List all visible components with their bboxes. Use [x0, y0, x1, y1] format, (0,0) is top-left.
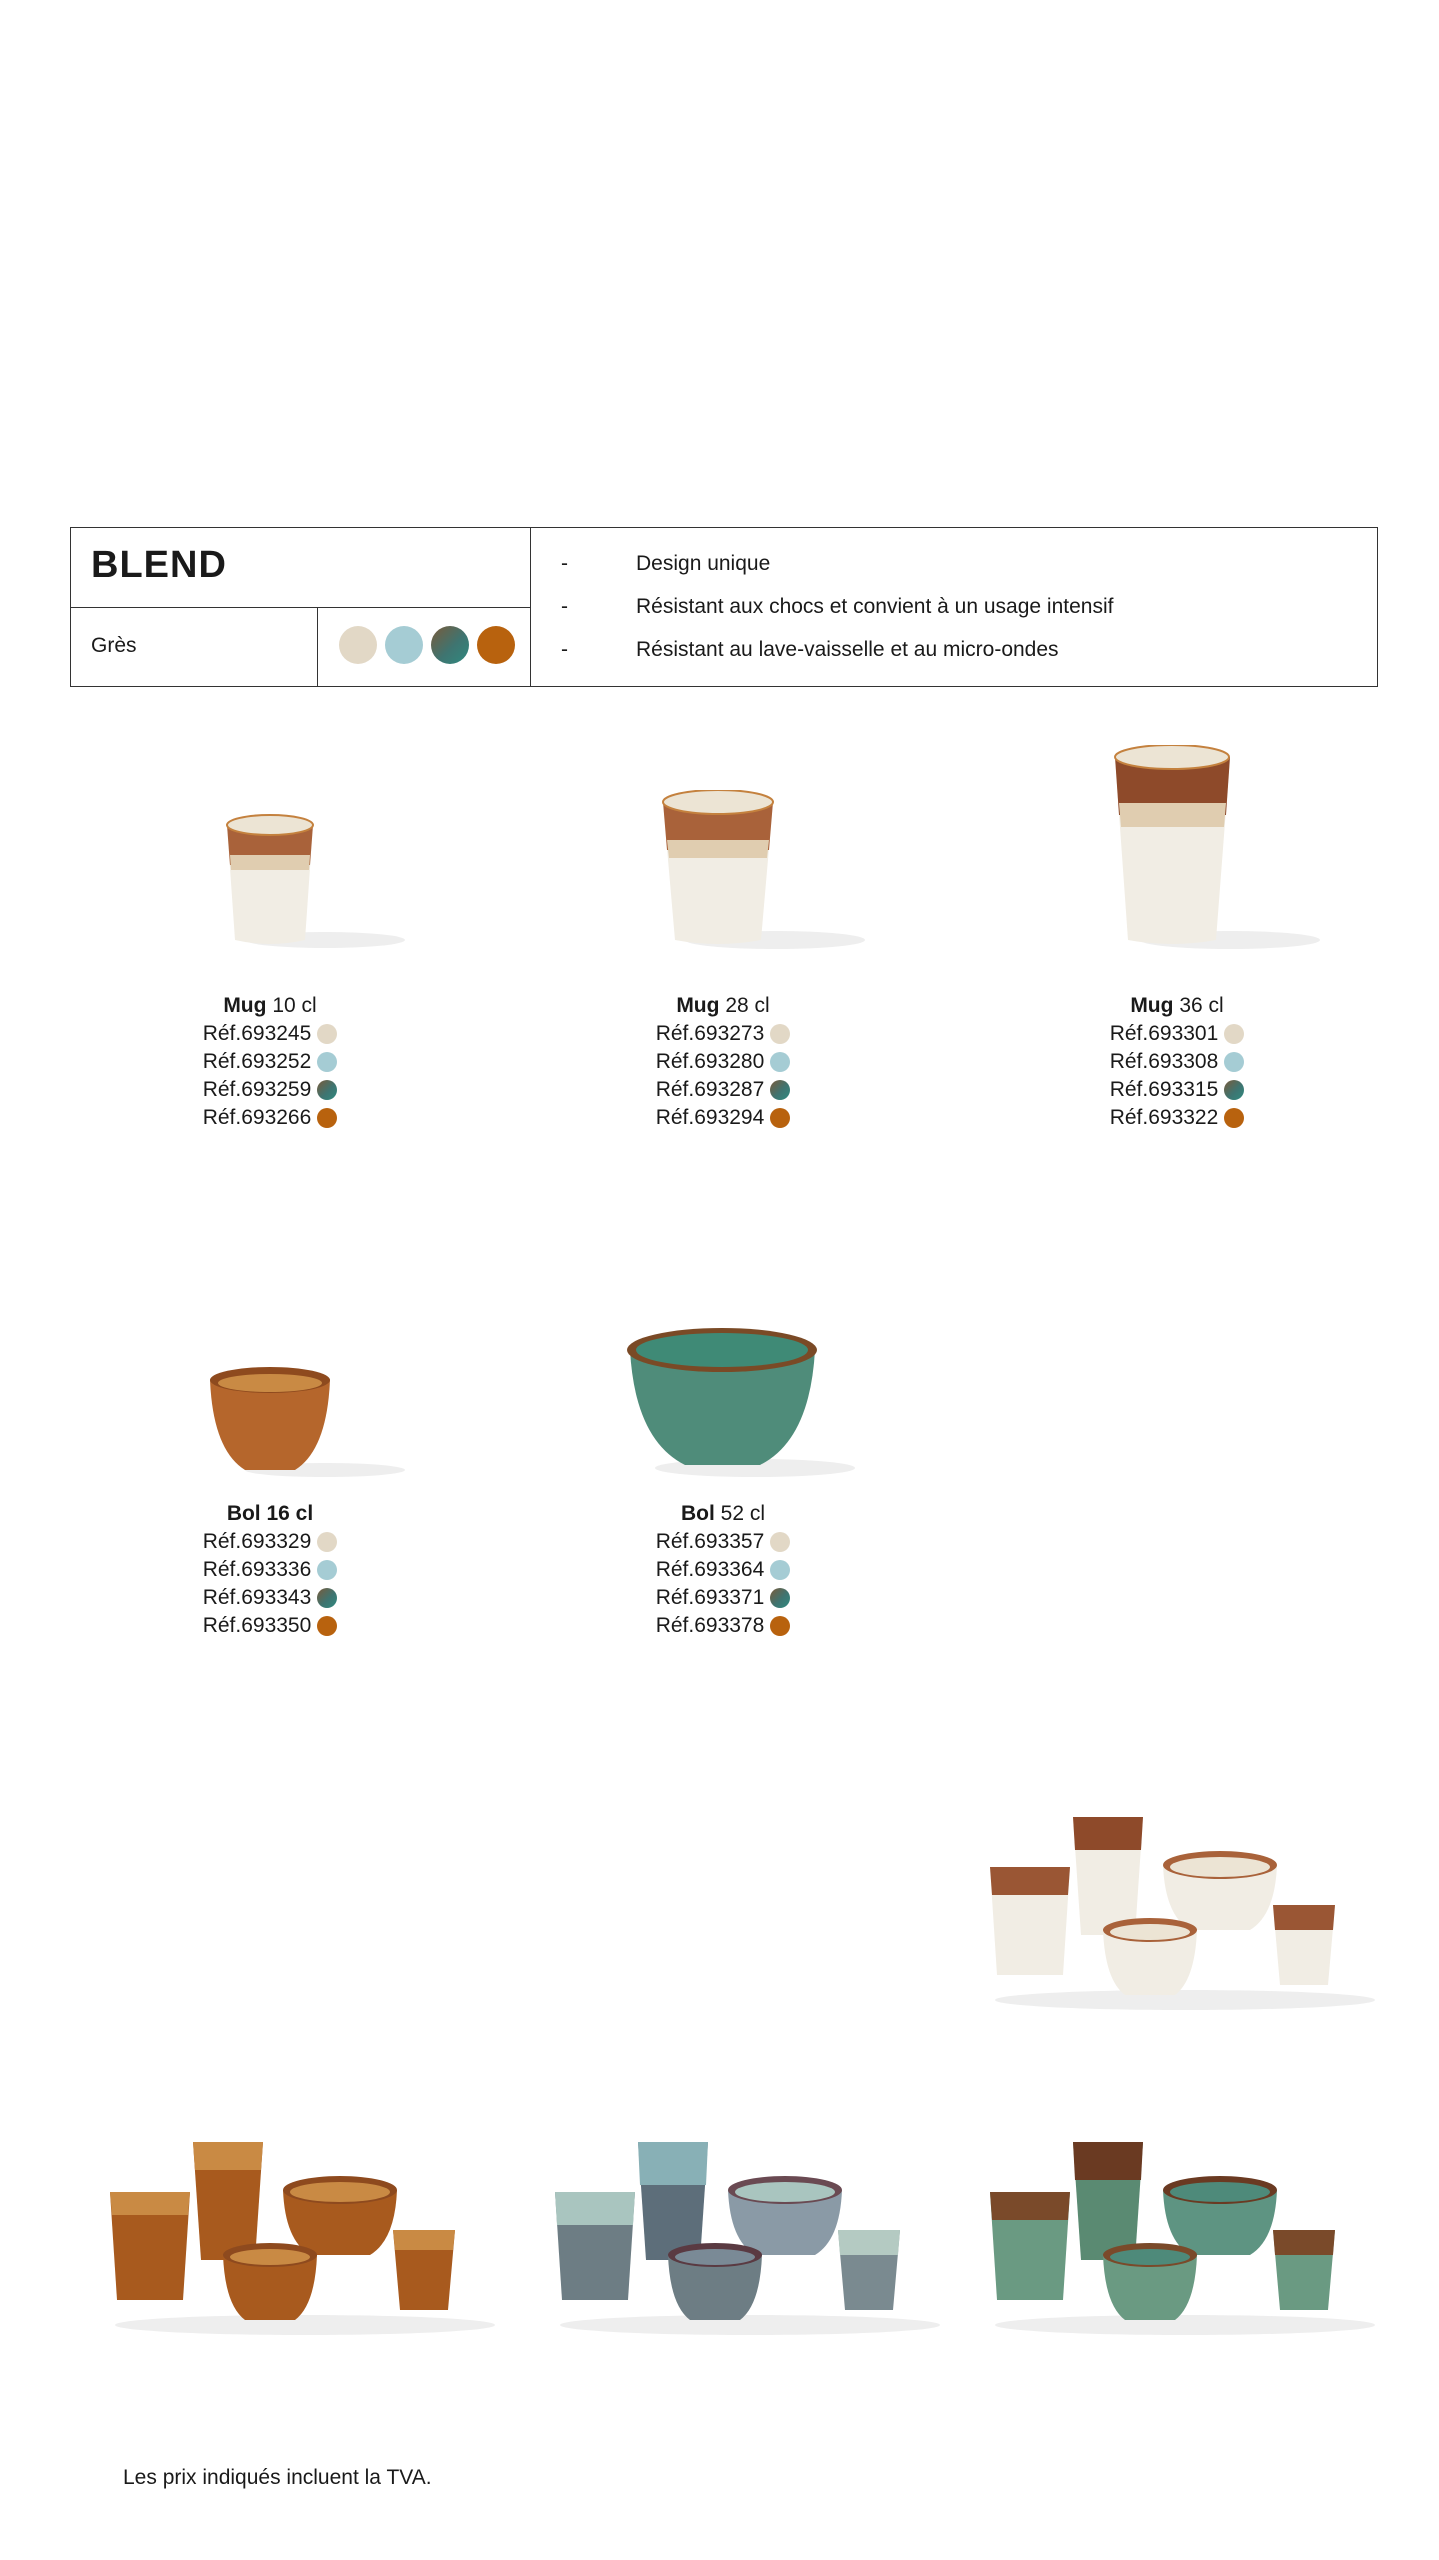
ref-row — [1057, 1020, 1297, 1048]
ref-row — [1057, 1076, 1297, 1104]
ref-row — [603, 1584, 843, 1612]
ref-number: Réf.693315 — [1109, 1078, 1219, 1101]
product-title — [603, 1500, 843, 1528]
vat-note: Les prix indiqués incluent la TVA. — [123, 2466, 432, 2489]
ref-number: Réf.693266 — [202, 1106, 312, 1129]
ref-number: Réf.693378 — [655, 1614, 765, 1637]
feature-text: Résistant au lave-vaisselle et au micro-ondes — [636, 638, 1059, 661]
ref-number: Réf.693280 — [655, 1050, 765, 1073]
mug-36cl-image — [1110, 745, 1350, 950]
product-title — [150, 992, 390, 1020]
spec-title-cell — [71, 528, 530, 608]
swatch-teal-brown — [431, 626, 469, 664]
ref-row — [150, 1584, 390, 1612]
ref-row — [603, 1020, 843, 1048]
ref-number: Réf.693336 — [202, 1558, 312, 1581]
color-dot-teal-brown — [770, 1588, 790, 1608]
product-title — [150, 1500, 390, 1528]
product-name: Mug — [676, 994, 720, 1017]
ref-row — [150, 1076, 390, 1104]
ref-row — [603, 1076, 843, 1104]
product-caption-mug-36cl — [1057, 992, 1297, 1132]
color-dot-cream — [317, 1532, 337, 1552]
color-dot-blue — [770, 1560, 790, 1580]
mug-28cl-image — [655, 790, 895, 950]
feature-dash: - — [561, 638, 568, 661]
product-title — [603, 992, 843, 1020]
mug-10cl-image — [205, 810, 445, 950]
ref-row — [1057, 1048, 1297, 1076]
ref-number: Réf.693357 — [655, 1530, 765, 1553]
ref-number: Réf.693322 — [1109, 1106, 1219, 1129]
product-size: 52 cl — [720, 1502, 766, 1525]
ref-number: Réf.693343 — [202, 1586, 312, 1609]
color-dot-amber — [770, 1616, 790, 1636]
product-name: Mug — [1130, 994, 1174, 1017]
ref-number: Réf.693252 — [202, 1050, 312, 1073]
feature-item — [561, 589, 1361, 632]
ref-number: Réf.693273 — [655, 1022, 765, 1045]
color-dot-teal-brown — [317, 1080, 337, 1100]
ref-row — [603, 1528, 843, 1556]
color-dot-blue — [1224, 1052, 1244, 1072]
group-photo-amber — [105, 2130, 495, 2340]
feature-text: Design unique — [636, 552, 771, 575]
color-swatches — [339, 626, 515, 664]
product-name: Bol 16 cl — [226, 1502, 314, 1525]
product-name: Bol — [680, 1502, 715, 1525]
color-dot-blue — [770, 1052, 790, 1072]
color-dot-teal-brown — [770, 1080, 790, 1100]
ref-row — [603, 1556, 843, 1584]
ref-number: Réf.693294 — [655, 1106, 765, 1129]
spec-left-column — [71, 528, 531, 686]
product-size: 28 cl — [725, 994, 770, 1017]
color-dot-blue — [317, 1560, 337, 1580]
product-caption-mug-10cl — [150, 992, 390, 1132]
ref-row — [150, 1556, 390, 1584]
color-dot-teal-brown — [317, 1588, 337, 1608]
ref-row — [150, 1104, 390, 1132]
product-name: Mug — [223, 994, 267, 1017]
swatch-amber — [477, 626, 515, 664]
feature-list — [561, 546, 1361, 675]
product-caption-mug-28cl — [603, 992, 843, 1132]
swatch-blue — [385, 626, 423, 664]
color-dot-amber — [1224, 1108, 1244, 1128]
ref-number: Réf.693364 — [655, 1558, 765, 1581]
ref-row — [150, 1528, 390, 1556]
product-size: 36 cl — [1179, 994, 1224, 1017]
ref-row — [1057, 1104, 1297, 1132]
ref-number: Réf.693259 — [202, 1078, 312, 1101]
color-dot-cream — [317, 1024, 337, 1044]
collection-title: BLEND — [91, 544, 227, 586]
ref-number: Réf.693245 — [202, 1022, 312, 1045]
bowl-52cl-image — [625, 1320, 885, 1480]
feature-item — [561, 546, 1361, 589]
ref-row — [603, 1104, 843, 1132]
material-label: Grès — [91, 634, 137, 657]
product-caption-bowl-52cl — [603, 1500, 843, 1640]
ref-number: Réf.693287 — [655, 1078, 765, 1101]
swatch-cream — [339, 626, 377, 664]
product-title — [1057, 992, 1297, 1020]
color-dot-amber — [317, 1108, 337, 1128]
group-photo-blue — [550, 2130, 940, 2340]
ref-number: Réf.693308 — [1109, 1050, 1219, 1073]
color-dot-amber — [317, 1616, 337, 1636]
ref-row — [150, 1020, 390, 1048]
feature-dash: - — [561, 552, 568, 575]
feature-item — [561, 632, 1361, 675]
bowl-16cl-image — [205, 1365, 445, 1480]
color-dot-cream — [770, 1532, 790, 1552]
spec-table — [70, 527, 1378, 687]
color-dot-cream — [1224, 1024, 1244, 1044]
feature-dash: - — [561, 595, 568, 618]
product-size: 10 cl — [272, 994, 317, 1017]
ref-row — [603, 1048, 843, 1076]
ref-number: Réf.693329 — [202, 1530, 312, 1553]
ref-number: Réf.693371 — [655, 1586, 765, 1609]
color-dot-teal-brown — [1224, 1080, 1244, 1100]
ref-number: Réf.693350 — [202, 1614, 312, 1637]
feature-text: Résistant aux chocs et convient à un usage intensif — [636, 595, 1114, 618]
color-dot-blue — [317, 1052, 337, 1072]
material-cell — [71, 608, 318, 686]
group-photo-cream — [985, 1805, 1375, 2015]
product-caption-bowl-16cl — [150, 1500, 390, 1640]
color-dot-amber — [770, 1108, 790, 1128]
ref-number: Réf.693301 — [1109, 1022, 1219, 1045]
ref-row — [150, 1612, 390, 1640]
ref-row — [603, 1612, 843, 1640]
group-photo-teal — [985, 2130, 1375, 2340]
color-dot-cream — [770, 1024, 790, 1044]
ref-row — [150, 1048, 390, 1076]
